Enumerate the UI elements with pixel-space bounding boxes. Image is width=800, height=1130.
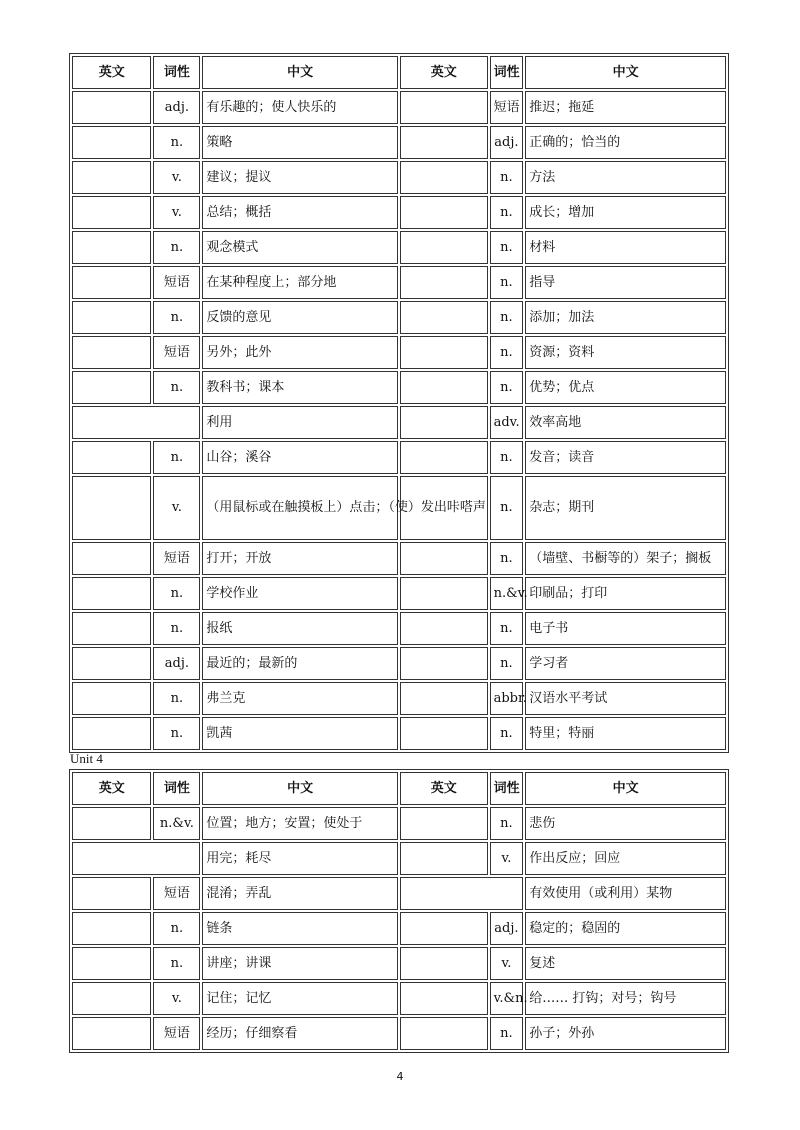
table-row [72,161,726,194]
meaning-cell: 反馈的意见 [202,301,398,334]
english-blank-cell[interactable] [72,441,151,474]
pos-cell: n. [490,301,524,334]
header-chinese: 中文 [525,772,726,805]
english-blank-cell[interactable] [400,682,488,715]
pos-cell: v. [490,842,524,875]
pos-cell: n. [490,336,524,369]
meaning-cell: 优势；优点 [525,371,726,404]
english-blank-cell[interactable] [400,717,488,750]
meaning-cell: 建议；提议 [202,161,398,194]
english-blank-cell[interactable] [72,807,151,840]
meaning-cell: 凯茜 [202,717,398,750]
english-blank-cell[interactable] [400,982,488,1015]
pos-cell: n.&v. [490,577,524,610]
pos-cell: n. [490,476,524,540]
english-blank-cell[interactable] [72,842,200,875]
pos-cell: n. [490,807,524,840]
english-blank-cell[interactable] [400,196,488,229]
meaning-cell: 用完；耗尽 [202,842,398,875]
meaning-cell: 特里；特丽 [525,717,726,750]
meaning-cell: 给…… 打钩；对号；钩号 [525,982,726,1015]
english-blank-cell[interactable] [400,231,488,264]
table-row [72,647,726,680]
pos-cell: v.&n. [490,982,524,1015]
english-blank-cell[interactable] [72,371,151,404]
english-blank-cell[interactable] [72,612,151,645]
english-blank-cell[interactable] [72,91,151,124]
pos-cell: v. [153,161,200,194]
header-part-of-speech: 词性 [153,772,200,805]
english-blank-cell[interactable] [400,336,488,369]
table-row [72,476,726,540]
meaning-cell: 效率高地 [525,406,726,439]
english-blank-cell[interactable] [72,717,151,750]
header-english: 英文 [400,56,488,89]
meaning-cell: 稳定的；稳固的 [525,912,726,945]
header-english: 英文 [400,772,488,805]
english-blank-cell[interactable] [400,161,488,194]
english-blank-cell[interactable] [400,842,488,875]
meaning-cell: 混淆；弄乱 [202,877,398,910]
english-blank-cell[interactable] [72,406,200,439]
meaning-cell: 方法 [525,161,726,194]
pos-cell: 短语 [490,91,524,124]
meaning-cell: 汉语水平考试 [525,682,726,715]
pos-cell: n. [490,1017,524,1050]
pos-cell: n. [490,161,524,194]
english-blank-cell[interactable] [400,371,488,404]
meaning-cell: 位置；地方；安置；使处于 [202,807,398,840]
vocab-table-2 [69,769,729,1053]
table-header-row [72,772,726,805]
meaning-cell: 资源；资料 [525,336,726,369]
pos-cell: n. [153,912,200,945]
english-blank-cell[interactable] [400,266,488,299]
meaning-cell: 发音；读音 [525,441,726,474]
pos-cell: n. [153,371,200,404]
pos-cell: v. [153,982,200,1015]
meaning-cell: 利用 [202,406,398,439]
table-row [72,612,726,645]
english-blank-cell[interactable] [72,877,151,910]
pos-cell: 短语 [153,266,200,299]
english-blank-cell[interactable] [72,577,151,610]
meaning-cell: 教科书；课本 [202,371,398,404]
english-blank-cell[interactable] [400,301,488,334]
pos-cell: n. [490,371,524,404]
header-part-of-speech: 词性 [153,56,200,89]
meaning-cell: 记住；记忆 [202,982,398,1015]
pos-cell: adj. [153,647,200,680]
meaning-cell: 讲座；讲课 [202,947,398,980]
english-blank-cell[interactable] [400,91,488,124]
english-blank-cell[interactable] [72,196,151,229]
pos-cell: v. [490,947,524,980]
english-blank-cell[interactable] [72,947,151,980]
meaning-cell: 链条 [202,912,398,945]
page-number: 4 [396,1070,404,1083]
pos-cell: n. [490,441,524,474]
table-row [72,982,726,1015]
meaning-cell: 电子书 [525,612,726,645]
table-row [72,371,726,404]
pos-cell: n. [490,647,524,680]
meaning-cell: 策略 [202,126,398,159]
meaning-cell: （墙壁、书橱等的）架子；搁板 [525,542,726,575]
english-blank-cell[interactable] [72,336,151,369]
pos-cell: 短语 [153,336,200,369]
table-row [72,91,726,124]
meaning-cell: 成长；增加 [525,196,726,229]
english-blank-cell[interactable] [72,682,151,715]
header-chinese: 中文 [202,56,398,89]
english-blank-cell[interactable] [400,126,488,159]
meaning-cell: 悲伤 [525,807,726,840]
pos-cell: n. [153,231,200,264]
pos-cell: n. [490,542,524,575]
english-blank-cell[interactable] [72,982,151,1015]
meaning-cell: 观念模式 [202,231,398,264]
meaning-cell: 弗兰克 [202,682,398,715]
meaning-cell: 另外；此外 [202,336,398,369]
pos-cell: n. [490,612,524,645]
header-part-of-speech: 词性 [490,56,524,89]
meaning-cell: 添加；加法 [525,301,726,334]
pos-cell: adj. [153,91,200,124]
english-blank-cell[interactable] [72,542,151,575]
english-blank-cell[interactable] [400,441,488,474]
meaning-cell: 材料 [525,231,726,264]
english-blank-cell[interactable] [400,612,488,645]
pos-cell: n. [153,612,200,645]
meaning-cell: 总结；概括 [202,196,398,229]
header-chinese: 中文 [525,56,726,89]
meaning-cell: 报纸 [202,612,398,645]
meaning-cell: 最近的；最新的 [202,647,398,680]
meaning-cell: 有效使用（或利用）某物 [525,877,726,910]
pos-cell: adj. [490,912,524,945]
meaning-cell: 学习者 [525,647,726,680]
english-blank-cell[interactable] [400,542,488,575]
table-row [72,947,726,980]
english-blank-cell[interactable] [400,577,488,610]
pos-cell: v. [153,196,200,229]
english-blank-cell[interactable] [400,947,488,980]
table-row [72,877,726,910]
pos-cell: adj. [490,126,524,159]
table-row [72,682,726,715]
meaning-cell: 山谷；溪谷 [202,441,398,474]
meaning-cell: 经历；仔细察看 [202,1017,398,1050]
table-row [72,807,726,840]
english-blank-cell[interactable] [72,126,151,159]
meaning-cell: （用鼠标或在触摸板上）点击；（使）发出咔嗒声 [202,476,398,540]
table-row [72,336,726,369]
pos-cell: n. [153,682,200,715]
meaning-cell: 打开；开放 [202,542,398,575]
meaning-cell: 指导 [525,266,726,299]
meaning-cell: 学校作业 [202,577,398,610]
english-blank-cell[interactable] [72,301,151,334]
meaning-cell: 复述 [525,947,726,980]
pos-cell: n.&v. [153,807,200,840]
header-chinese: 中文 [202,772,398,805]
english-blank-cell[interactable] [400,807,488,840]
header-part-of-speech: 词性 [490,772,524,805]
pos-cell: n. [153,301,200,334]
english-blank-cell[interactable] [400,1017,488,1050]
table-row [72,441,726,474]
table-row [72,912,726,945]
pos-cell: 短语 [153,1017,200,1050]
table-row [72,301,726,334]
pos-cell: n. [490,266,524,299]
pos-cell: n. [153,126,200,159]
pos-cell: n. [490,196,524,229]
table-row [72,542,726,575]
pos-cell: n. [490,717,524,750]
english-blank-cell[interactable] [400,877,523,910]
table-row [72,577,726,610]
table-row [72,406,726,439]
meaning-cell: 孙子；外孙 [525,1017,726,1050]
pos-cell: v. [153,476,200,540]
english-blank-cell[interactable] [72,161,151,194]
table-row [72,717,726,750]
pos-cell: adv. [490,406,524,439]
english-blank-cell[interactable] [72,647,151,680]
english-blank-cell[interactable] [72,912,151,945]
pos-cell: 短语 [153,542,200,575]
meaning-cell: 在某种程度上；部分地 [202,266,398,299]
table-row [72,126,726,159]
table-row [72,842,726,875]
header-english: 英文 [72,56,151,89]
meaning-cell: 作出反应；回应 [525,842,726,875]
meaning-cell: 推迟；拖延 [525,91,726,124]
meaning-cell: 有乐趣的；使人快乐的 [202,91,398,124]
english-blank-cell[interactable] [72,231,151,264]
english-blank-cell[interactable] [72,266,151,299]
english-blank-cell[interactable] [72,1017,151,1050]
table-header-row [72,56,726,89]
pos-cell: abbr. [490,682,524,715]
pos-cell: n. [153,947,200,980]
english-blank-cell[interactable] [400,647,488,680]
pos-cell: n. [153,441,200,474]
pos-cell: n. [153,577,200,610]
english-blank-cell[interactable] [400,406,488,439]
table-row [72,196,726,229]
english-blank-cell[interactable] [400,912,488,945]
pos-cell: n. [153,717,200,750]
meaning-cell: 印刷品；打印 [525,577,726,610]
table-row [72,231,726,264]
unit-heading: Unit 4 [70,751,103,766]
pos-cell: n. [490,231,524,264]
meaning-cell: 正确的；恰当的 [525,126,726,159]
pos-cell: 短语 [153,877,200,910]
vocab-table-1 [69,53,729,753]
meaning-cell: 杂志；期刊 [525,476,726,540]
header-english: 英文 [72,772,151,805]
table-row [72,266,726,299]
english-blank-cell[interactable] [72,476,151,540]
table-row [72,1017,726,1050]
